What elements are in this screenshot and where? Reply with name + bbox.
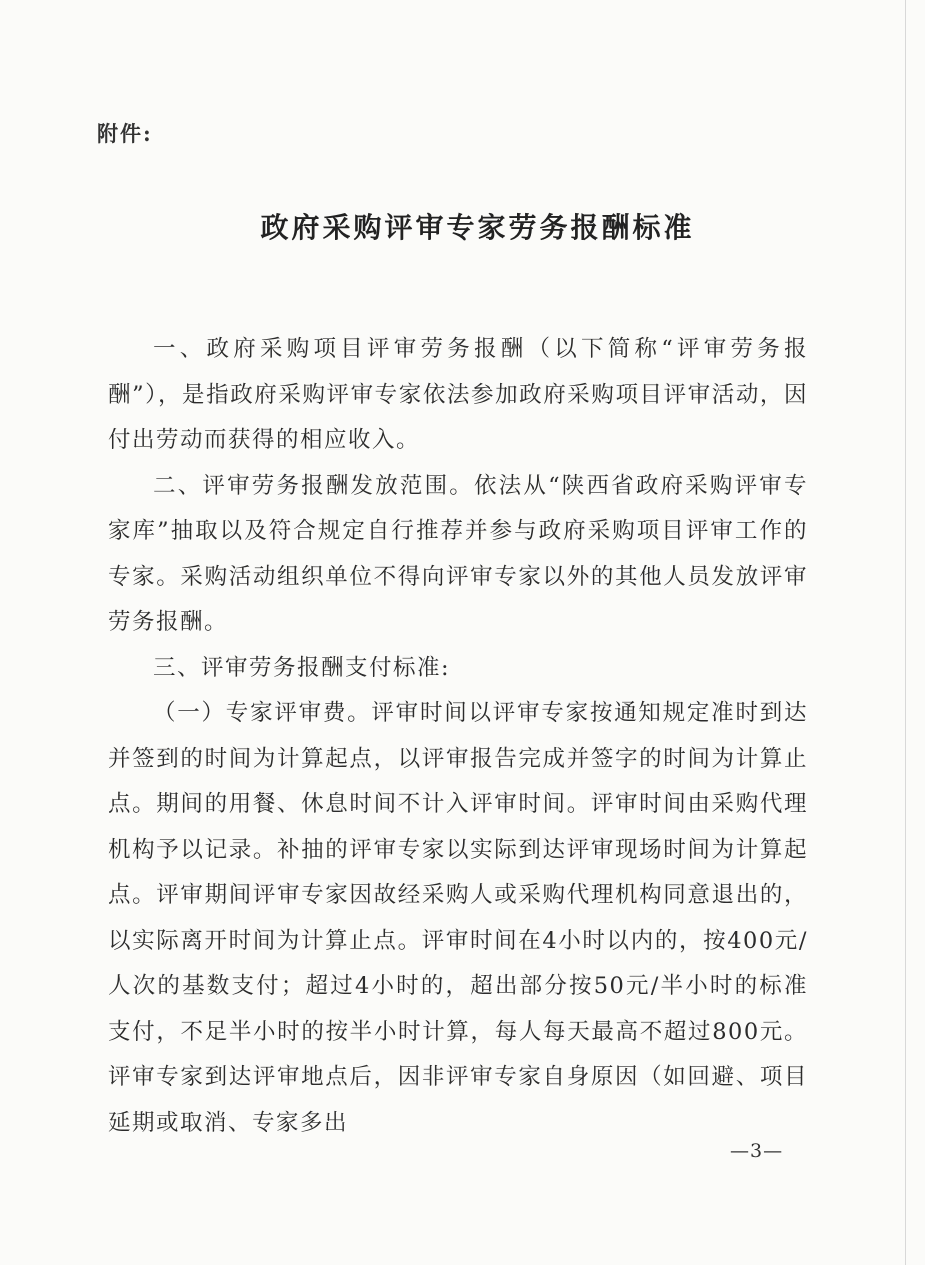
paragraph-4: （一）专家评审费。评审时间以评审专家按通知规定准时到达并签到的时间为计算起点，以评审报告完成并签字的时间为计算止点。期间的用餐、休息时间不计入评审时间。评审时间由采购代理机构予以记录。补抽的评审专家以实际到达评审现场时间为计算起点。评审期间评审专家因故经采购人或采购代理机构同意退出的，以实际离开时间为计算止点。评审时间在4小时以内的，按400元/人次的基数支付；超过4小时的，超出部分按50元/半小时的标准支付，不足半小时的按半小时计算，每人每天最高不超过800元。评审专家到达评审地点后，因非评审专家自身原因（如回避、项目延期或取消、专家多出 xyxy=(108,700,808,1136)
scan-edge-line xyxy=(905,0,906,1265)
document-title: 政府采购评审专家劳务报酬标准 xyxy=(260,211,695,244)
paragraph-3: 三、评审劳务报酬支付标准: xyxy=(153,654,451,681)
document-body xyxy=(108,327,808,1146)
page-number: —3— xyxy=(730,1140,784,1162)
paragraph-2: 二、评审劳务报酬发放范围。依法从“陕西省政府采购评审专家库”抽取以及符合规定自行推荐并参与政府采购项目评审工作的专家。采购活动组织单位不得向评审专家以外的其他人员发放评审劳务报酬。 xyxy=(108,472,808,635)
attachment-label: 附件: xyxy=(97,121,153,146)
paragraph-1: 一、政府采购项目评审劳务报酬（以下简称“评审劳务报酬”），是指政府采购评审专家依法参加政府采购项目评审活动，因付出劳动而获得的相应收入。 xyxy=(108,336,808,453)
